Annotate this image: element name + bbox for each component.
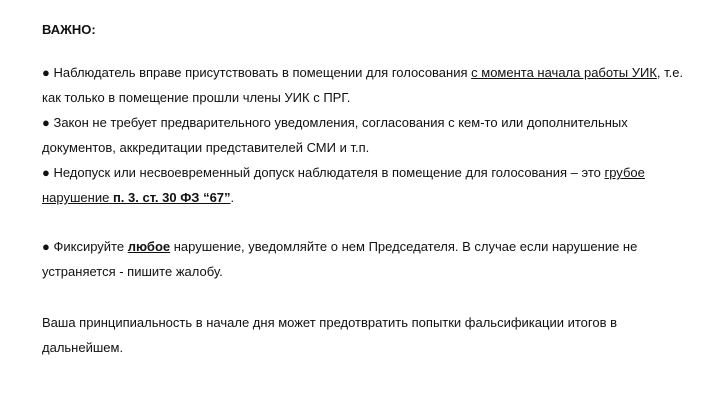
paragraph-conclusion xyxy=(42,310,692,360)
underlined-text: с момента начала работы УИК xyxy=(471,65,657,80)
paragraph-observer-rights xyxy=(42,60,692,110)
paragraph-text: Фиксируйте xyxy=(49,239,128,254)
bullet: ● xyxy=(42,65,50,80)
paragraph-text: Наблюдатель вправе присутствовать в помещении для голосования xyxy=(49,65,472,80)
paragraph-record-violations xyxy=(42,234,692,284)
paragraph-text: , т.е. как только в помещение прошли члены УИК с ПРГ. xyxy=(42,65,684,105)
paragraph-text: нарушение, уведомляйте о нем Председателя. В случае если нарушение не устраняется - пишите жалобу. xyxy=(42,239,638,279)
paragraph-text: . xyxy=(230,190,235,205)
bullet: ● xyxy=(42,115,50,130)
paragraph-violation xyxy=(42,160,692,210)
heading: ВАЖНО: xyxy=(42,22,96,37)
bullet: ● xyxy=(42,239,50,254)
paragraph-text: Закон не требует предварительного уведомления, согласования с кем-то или дополнительных документов, аккредитации представителей СМИ и т.п. xyxy=(42,115,628,155)
law-reference: п. 3. ст. 30 ФЗ “67” xyxy=(112,190,231,205)
bullet: ● xyxy=(42,165,50,180)
paragraph-text: Недопуск или несвоевременный допуск наблюдателя в помещение для голосования – это xyxy=(49,165,605,180)
underlined-text: грубое нарушение xyxy=(42,165,645,205)
emphasis-text: любое xyxy=(127,239,171,254)
paragraph-no-notice xyxy=(42,110,692,160)
paragraph-text: Ваша принципиальность в начале дня может предотвратить попытки фальсификации итогов в дальнейшем. xyxy=(42,315,617,355)
